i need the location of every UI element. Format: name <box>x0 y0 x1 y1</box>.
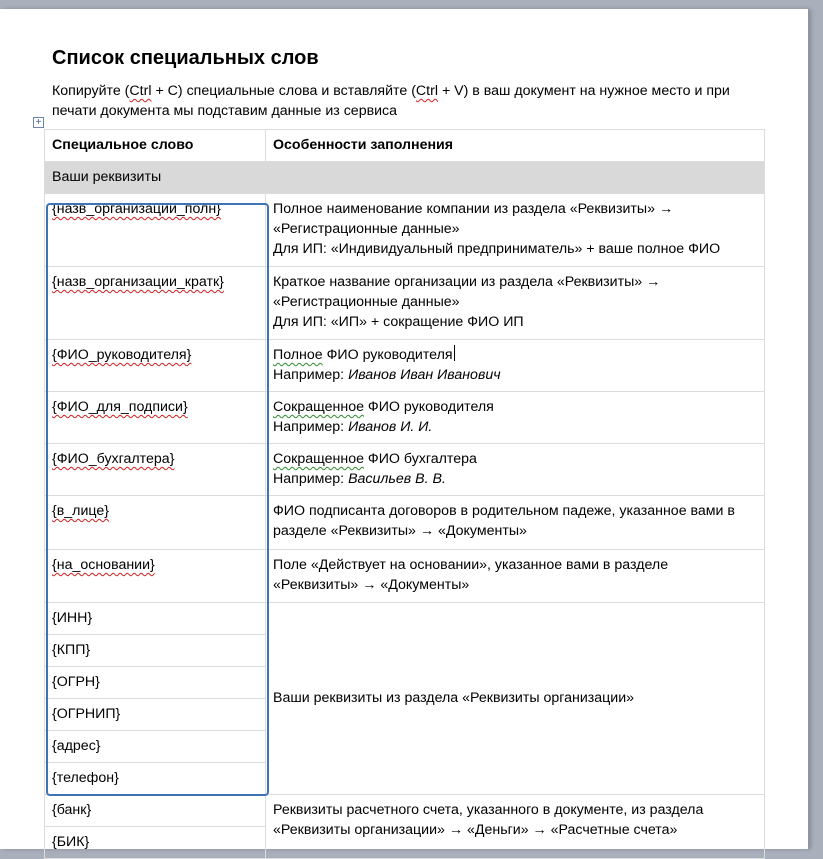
special-words-table <box>44 129 765 859</box>
section-row <box>45 162 765 194</box>
special-word[interactable]: {ИНН} <box>52 610 93 626</box>
example-label: Например: <box>273 471 349 487</box>
page-title: Список специальных слов <box>52 47 319 69</box>
section-title: Ваши реквизиты <box>45 162 765 194</box>
special-word-cell[interactable] <box>45 444 266 496</box>
details-cell <box>266 340 765 392</box>
special-word[interactable]: {телефон} <box>52 770 119 786</box>
details-cell <box>266 550 765 603</box>
special-word[interactable]: {на_основании} <box>52 557 155 573</box>
table-row <box>45 267 765 340</box>
details-cell <box>266 267 765 340</box>
details-line: Полное наименование компании из раздела «Реквизиты» → <box>273 201 674 217</box>
details-line <box>273 417 757 437</box>
details-cell <box>266 392 765 444</box>
details-line: ФИО подписанта договоров в родительном падеже, указанное вами в <box>273 503 735 519</box>
special-word-cell[interactable] <box>45 392 266 444</box>
text-cursor <box>454 345 455 361</box>
special-word-cell[interactable] <box>45 550 266 603</box>
details-line: «Регистрационные данные» <box>273 221 460 237</box>
details-cell <box>266 795 765 859</box>
details-line <box>273 449 757 469</box>
details-line: «Регистрационные данные» <box>273 294 460 310</box>
table-row <box>45 444 765 496</box>
details-line: Для ИП: «ИП» + сокращение ФИО ИП <box>273 314 524 330</box>
intro-ctrl-key: Ctrl <box>129 83 152 99</box>
details-line: Поле «Действует на основании», указанное вами в разделе <box>273 557 669 573</box>
special-word[interactable]: {КПП} <box>52 642 91 658</box>
intro-ctrl-key: Ctrl <box>415 83 438 99</box>
special-word-cell[interactable] <box>45 267 266 340</box>
special-word-cell[interactable] <box>45 667 266 699</box>
special-word-cell[interactable] <box>45 827 266 859</box>
special-word[interactable]: {в_лице} <box>52 503 109 519</box>
special-word[interactable]: {ФИО_руководителя} <box>52 347 192 363</box>
special-word[interactable]: {ФИО_для_подписи} <box>52 399 188 415</box>
table-row <box>45 340 765 392</box>
special-word[interactable]: {назв_организации_кратк} <box>52 274 224 290</box>
details-cell <box>266 194 765 267</box>
special-word[interactable]: {ФИО_бухгалтера} <box>52 451 175 467</box>
details-line: «Реквизиты» → «Документы» <box>273 577 470 593</box>
special-word[interactable]: {адрес} <box>52 738 101 754</box>
special-word-cell[interactable] <box>45 340 266 392</box>
example-value: Иванов И. И. <box>348 419 433 435</box>
special-word[interactable]: {назв_организации_полн} <box>52 201 221 217</box>
details-line: Для ИП: «Индивидуальный предприниматель» + ваше полное ФИО <box>273 241 721 257</box>
special-word-cell[interactable] <box>45 603 266 635</box>
details-text: ФИО бухгалтера <box>363 451 477 467</box>
details-line: разделе «Реквизиты» → «Документы» <box>273 523 527 539</box>
details-cell <box>266 496 765 550</box>
example-value: Иванов Иван Иванович <box>348 367 501 383</box>
details-cell <box>266 603 765 795</box>
special-word-cell[interactable] <box>45 194 266 267</box>
details-text: Сокращенное <box>273 451 364 467</box>
table-row <box>45 194 765 267</box>
intro-text: + C) специальные слова и вставляйте ( <box>151 83 416 99</box>
special-word-cell[interactable] <box>45 731 266 763</box>
details-text: ФИО руководителя <box>322 347 453 363</box>
intro-text: + V) в ваш документ на нужное место и при печати документа мы подставим данные из сервиса <box>52 83 730 119</box>
special-word[interactable]: {БИК} <box>52 834 90 850</box>
details-line <box>273 365 757 385</box>
table-row <box>45 392 765 444</box>
special-word[interactable]: {ОГРН} <box>52 674 100 690</box>
table-row <box>45 603 765 635</box>
intro-text: Копируйте ( <box>52 83 130 99</box>
details-line <box>273 469 757 489</box>
details-line: Реквизиты расчетного счета, указанного в документе, из раздела <box>273 802 704 818</box>
special-word[interactable]: {банк} <box>52 802 92 818</box>
details-line <box>273 345 757 365</box>
table-row <box>45 550 765 603</box>
example-label: Например: <box>273 367 349 383</box>
special-word-cell[interactable] <box>45 795 266 827</box>
example-value: Васильев В. В. <box>348 471 446 487</box>
column-header-details: Особенности заполнения <box>266 130 765 162</box>
table-move-handle-icon[interactable]: + <box>33 117 44 128</box>
special-word-cell[interactable] <box>45 635 266 667</box>
details-cell <box>266 444 765 496</box>
details-line <box>273 397 757 417</box>
details-text: Полное <box>273 347 323 363</box>
table-header-row <box>45 130 765 162</box>
details-text: Сокращенное <box>273 399 364 415</box>
table-row <box>45 496 765 550</box>
details-line: «Реквизиты организации» → «Деньги» → «Расчетные счета» <box>273 822 678 838</box>
intro-paragraph <box>52 81 772 121</box>
details-line: Краткое название организации из раздела «Реквизиты» → <box>273 274 661 290</box>
special-word-cell[interactable] <box>45 496 266 550</box>
special-word-cell[interactable] <box>45 763 266 795</box>
table-row <box>45 795 765 827</box>
details-line: Ваши реквизиты из раздела «Реквизиты организации» <box>273 690 635 706</box>
example-label: Например: <box>273 419 349 435</box>
details-text: ФИО руководителя <box>363 399 494 415</box>
special-word-cell[interactable] <box>45 699 266 731</box>
column-header-word: Специальное слово <box>45 130 266 162</box>
special-word[interactable]: {ОГРНИП} <box>52 706 121 722</box>
